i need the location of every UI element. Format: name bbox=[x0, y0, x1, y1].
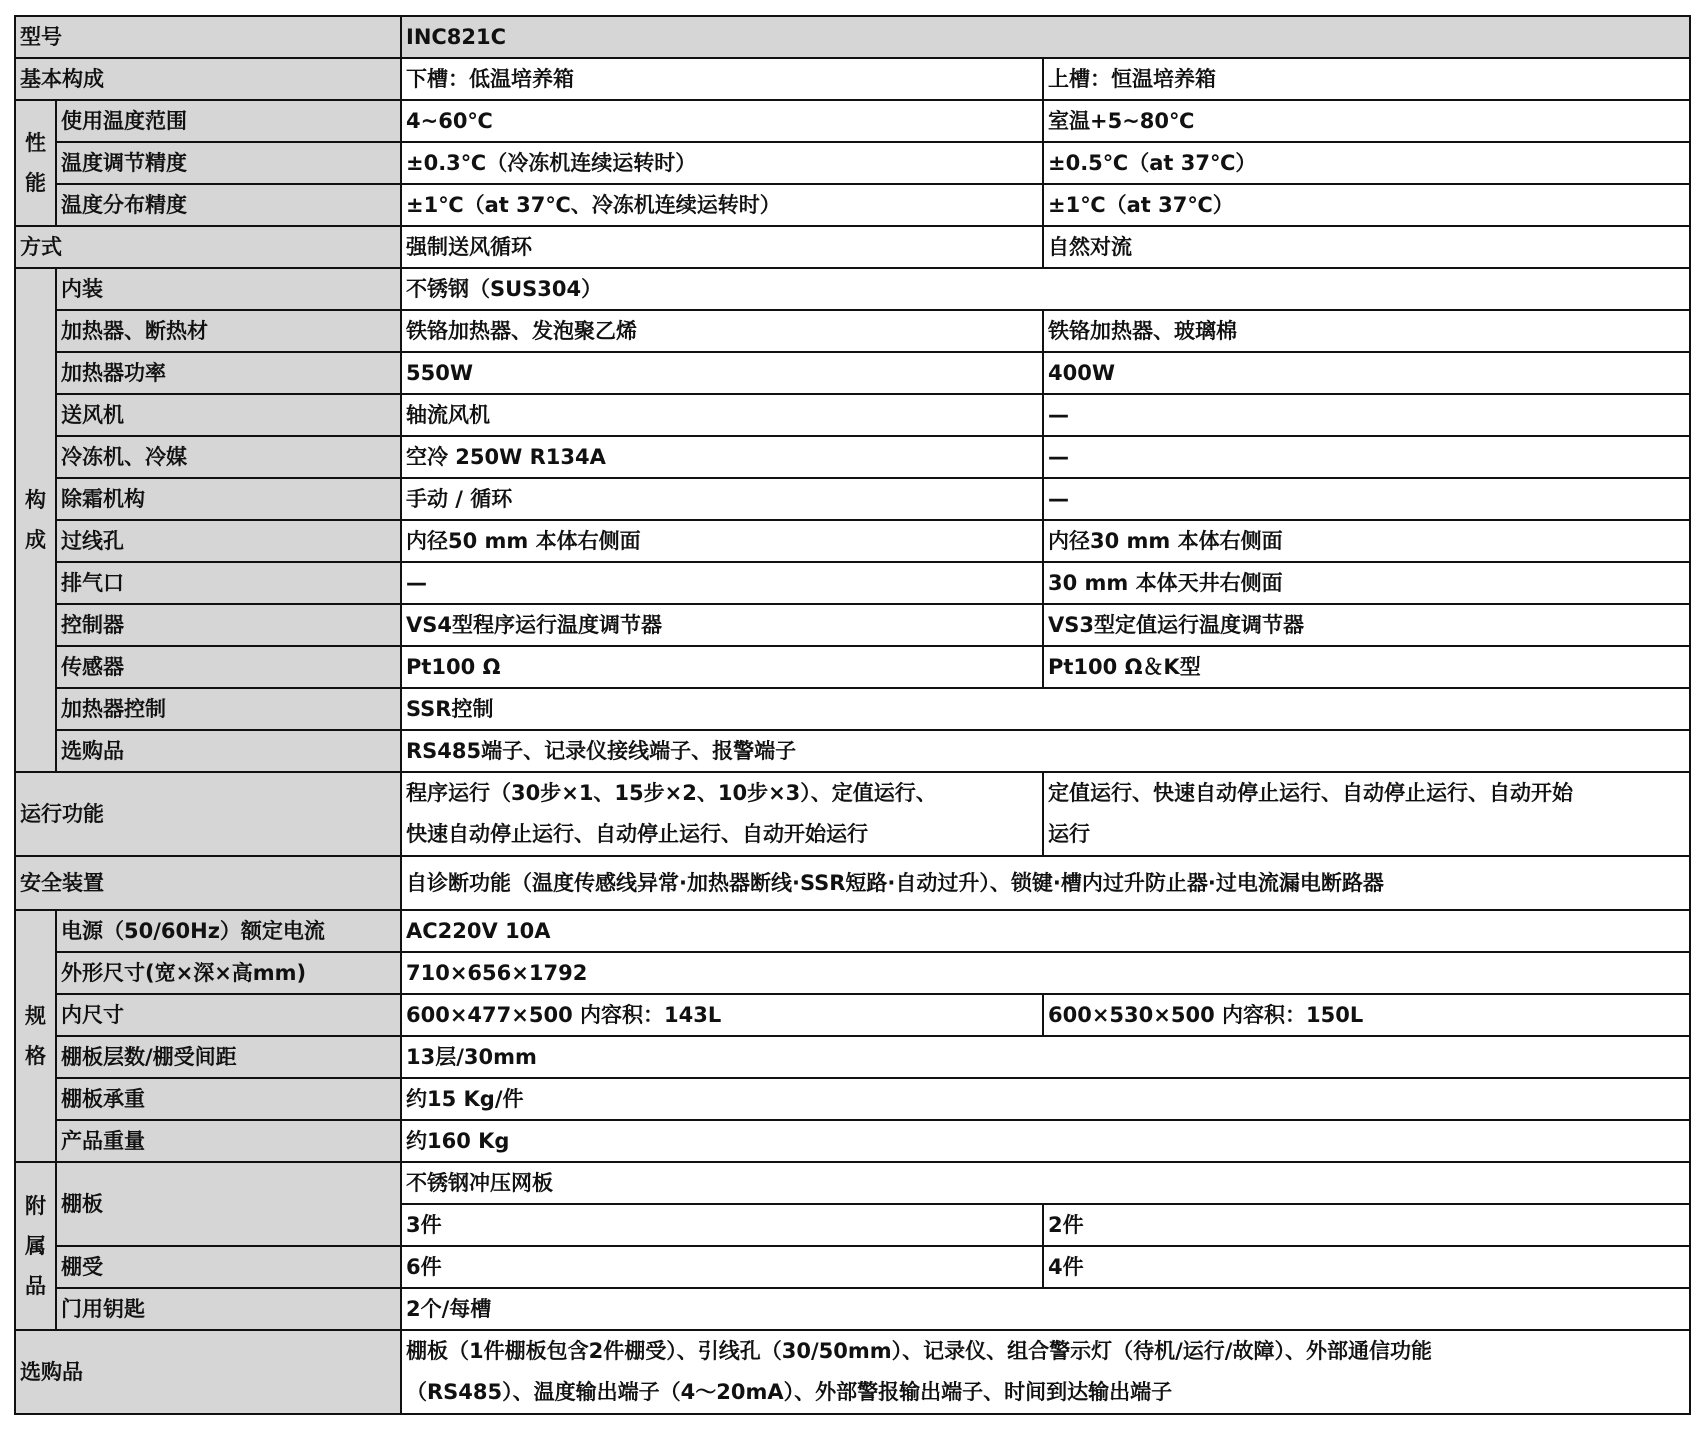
value-power: AC220V 10A bbox=[401, 910, 1690, 952]
label-shelf: 棚板 bbox=[56, 1162, 401, 1246]
value-heater-power-lower: 550W bbox=[401, 352, 1043, 394]
value-model: INC821C bbox=[401, 16, 1690, 58]
value-control-accuracy-upper: ±0.5℃（at 37℃） bbox=[1043, 142, 1690, 184]
row-fan bbox=[15, 394, 1690, 436]
row-operation bbox=[15, 772, 1690, 856]
label-refrigerator: 冷冻机、冷媒 bbox=[56, 436, 401, 478]
row-model bbox=[15, 16, 1690, 58]
value-fan-lower: 轴流风机 bbox=[401, 394, 1043, 436]
row-distribution-accuracy bbox=[15, 184, 1690, 226]
value-operation-upper-line: 运行 bbox=[1048, 822, 1090, 846]
group-specs bbox=[15, 910, 56, 1162]
value-distribution-accuracy-upper: ±1℃（at 37℃） bbox=[1043, 184, 1690, 226]
value-method-upper: 自然对流 bbox=[1043, 226, 1690, 268]
group-accessories-char: 品 bbox=[25, 1274, 46, 1298]
label-heater-control: 加热器控制 bbox=[56, 688, 401, 730]
row-control-accuracy bbox=[15, 142, 1690, 184]
value-door-key: 2个/每槽 bbox=[401, 1288, 1690, 1330]
row-heater-insulation bbox=[15, 310, 1690, 352]
label-inner-dims: 内尺寸 bbox=[56, 994, 401, 1036]
label-exhaust: 排气口 bbox=[56, 562, 401, 604]
value-construction-options: RS485端子、记录仪接线端子、报警端子 bbox=[401, 730, 1690, 772]
label-shelf-count: 棚板层数/棚受间距 bbox=[56, 1036, 401, 1078]
row-shelf-load bbox=[15, 1078, 1690, 1120]
value-controller-lower: VS4型程序运行温度调节器 bbox=[401, 604, 1043, 646]
value-heater-insulation-upper: 铁铬加热器、玻璃棉 bbox=[1043, 310, 1690, 352]
value-fan-upper: — bbox=[1043, 394, 1690, 436]
row-cable-port bbox=[15, 520, 1690, 562]
value-heater-control: SSR控制 bbox=[401, 688, 1690, 730]
label-controller: 控制器 bbox=[56, 604, 401, 646]
row-power bbox=[15, 910, 1690, 952]
value-optional bbox=[401, 1330, 1690, 1414]
value-shelf-support-lower: 6件 bbox=[401, 1246, 1043, 1288]
row-door-key bbox=[15, 1288, 1690, 1330]
row-temp-range bbox=[15, 100, 1690, 142]
group-performance-char: 性 bbox=[25, 131, 46, 155]
value-defrost-upper: — bbox=[1043, 478, 1690, 520]
row-shelf-support bbox=[15, 1246, 1690, 1288]
row-refrigerator bbox=[15, 436, 1690, 478]
group-accessories-char: 附 bbox=[25, 1194, 46, 1218]
label-model: 型号 bbox=[15, 16, 401, 58]
label-sensor: 传感器 bbox=[56, 646, 401, 688]
value-refrigerator-upper: — bbox=[1043, 436, 1690, 478]
value-control-accuracy-lower: ±0.3℃（冷冻机连续运转时） bbox=[401, 142, 1043, 184]
label-shelf-load: 棚板承重 bbox=[56, 1078, 401, 1120]
label-shelf-support: 棚受 bbox=[56, 1246, 401, 1288]
row-defrost bbox=[15, 478, 1690, 520]
value-heater-power-upper: 400W bbox=[1043, 352, 1690, 394]
label-distribution-accuracy: 温度分布精度 bbox=[56, 184, 401, 226]
row-shelf-count bbox=[15, 1036, 1690, 1078]
row-sensor bbox=[15, 646, 1690, 688]
label-temp-range: 使用温度范围 bbox=[56, 100, 401, 142]
group-construction-char: 成 bbox=[25, 528, 46, 552]
label-heater-power: 加热器功率 bbox=[56, 352, 401, 394]
value-inner-dims-upper: 600×530×500 内容积：150L bbox=[1043, 994, 1690, 1036]
label-weight: 产品重量 bbox=[56, 1120, 401, 1162]
value-shelf-upper: 2件 bbox=[1043, 1204, 1690, 1246]
group-construction-char: 构 bbox=[25, 488, 46, 512]
value-weight: 约160 Kg bbox=[401, 1120, 1690, 1162]
value-distribution-accuracy-lower: ±1℃（at 37℃、冷冻机连续运转时） bbox=[401, 184, 1043, 226]
value-method-lower: 强制送风循环 bbox=[401, 226, 1043, 268]
spec-table bbox=[14, 15, 1691, 1415]
value-exhaust-lower: — bbox=[401, 562, 1043, 604]
row-outer-dims bbox=[15, 952, 1690, 994]
value-shelf-count: 13层/30mm bbox=[401, 1036, 1690, 1078]
row-inner-dims bbox=[15, 994, 1690, 1036]
label-heater-insulation: 加热器、断热材 bbox=[56, 310, 401, 352]
value-basic-lower: 下槽：低温培养箱 bbox=[401, 58, 1043, 100]
group-performance-char: 能 bbox=[25, 171, 46, 195]
label-safety: 安全装置 bbox=[15, 856, 401, 910]
row-method bbox=[15, 226, 1690, 268]
value-shelf-support-upper: 4件 bbox=[1043, 1246, 1690, 1288]
value-interior: 不锈钢（SUS304） bbox=[401, 268, 1690, 310]
group-specs-char: 规 bbox=[25, 1004, 46, 1028]
value-cable-port-lower: 内径50 mm 本体右侧面 bbox=[401, 520, 1043, 562]
value-inner-dims-lower: 600×477×500 内容积：143L bbox=[401, 994, 1043, 1036]
label-outer-dims: 外形尺寸(宽×深×高mm) bbox=[56, 952, 401, 994]
value-shelf-load: 约15 Kg/件 bbox=[401, 1078, 1690, 1120]
row-heater-control bbox=[15, 688, 1690, 730]
label-control-accuracy: 温度调节精度 bbox=[56, 142, 401, 184]
value-operation-upper-line: 定值运行、快速自动停止运行、自动停止运行、自动开始 bbox=[1048, 781, 1573, 805]
label-method: 方式 bbox=[15, 226, 401, 268]
row-interior bbox=[15, 268, 1690, 310]
row-construction-options bbox=[15, 730, 1690, 772]
group-construction bbox=[15, 268, 56, 772]
label-fan: 送风机 bbox=[56, 394, 401, 436]
label-interior: 内装 bbox=[56, 268, 401, 310]
value-basic-upper: 上槽：恒温培养箱 bbox=[1043, 58, 1690, 100]
value-exhaust-upper: 30 mm 本体天井右侧面 bbox=[1043, 562, 1690, 604]
row-basic bbox=[15, 58, 1690, 100]
value-shelf-type: 不锈钢冲压网板 bbox=[401, 1162, 1690, 1204]
row-heater-power bbox=[15, 352, 1690, 394]
row-weight bbox=[15, 1120, 1690, 1162]
group-accessories bbox=[15, 1162, 56, 1330]
label-optional: 选购品 bbox=[15, 1330, 401, 1414]
value-optional-line: 棚板（1件棚板包含2件棚受）、引线孔（30/50mm）、记录仪、组合警示灯（待机/运行/故障）、外部通信功能 bbox=[406, 1339, 1432, 1363]
value-cable-port-upper: 内径30 mm 本体右侧面 bbox=[1043, 520, 1690, 562]
label-construction-options: 选购品 bbox=[56, 730, 401, 772]
row-controller bbox=[15, 604, 1690, 646]
value-shelf-lower: 3件 bbox=[401, 1204, 1043, 1246]
value-operation-upper bbox=[1043, 772, 1690, 856]
value-defrost-lower: 手动 / 循环 bbox=[401, 478, 1043, 520]
label-basic: 基本构成 bbox=[15, 58, 401, 100]
label-power: 电源（50/60Hz）额定电流 bbox=[56, 910, 401, 952]
group-accessories-char: 属 bbox=[25, 1234, 46, 1258]
label-door-key: 门用钥匙 bbox=[56, 1288, 401, 1330]
value-operation-lower-line: 快速自动停止运行、自动停止运行、自动开始运行 bbox=[406, 822, 868, 846]
value-operation-lower-line: 程序运行（30步×1、15步×2、10步×3）、定值运行、 bbox=[406, 781, 937, 805]
value-refrigerator-lower: 空冷 250W R134A bbox=[401, 436, 1043, 478]
label-cable-port: 过线孔 bbox=[56, 520, 401, 562]
value-controller-upper: VS3型定值运行温度调节器 bbox=[1043, 604, 1690, 646]
group-performance bbox=[15, 100, 56, 226]
value-temp-range-lower: 4~60℃ bbox=[401, 100, 1043, 142]
value-safety: 自诊断功能（温度传感线异常·加热器断线·SSR短路·自动过升）、锁键·槽内过升防止器·过电流漏电断路器 bbox=[401, 856, 1690, 910]
value-heater-insulation-lower: 铁铬加热器、发泡聚乙烯 bbox=[401, 310, 1043, 352]
label-defrost: 除霜机构 bbox=[56, 478, 401, 520]
group-specs-char: 格 bbox=[25, 1044, 46, 1068]
value-sensor-upper: Pt100 Ω＆K型 bbox=[1043, 646, 1690, 688]
label-operation: 运行功能 bbox=[15, 772, 401, 856]
row-shelf-type bbox=[15, 1162, 1690, 1204]
value-sensor-lower: Pt100 Ω bbox=[401, 646, 1043, 688]
value-temp-range-upper: 室温+5~80℃ bbox=[1043, 100, 1690, 142]
value-outer-dims: 710×656×1792 bbox=[401, 952, 1690, 994]
row-safety bbox=[15, 856, 1690, 910]
row-optional bbox=[15, 1330, 1690, 1414]
value-operation-lower bbox=[401, 772, 1043, 856]
row-exhaust bbox=[15, 562, 1690, 604]
value-optional-line: （RS485）、温度输出端子（4～20mA）、外部警报输出端子、时间到达输出端子 bbox=[406, 1380, 1173, 1404]
